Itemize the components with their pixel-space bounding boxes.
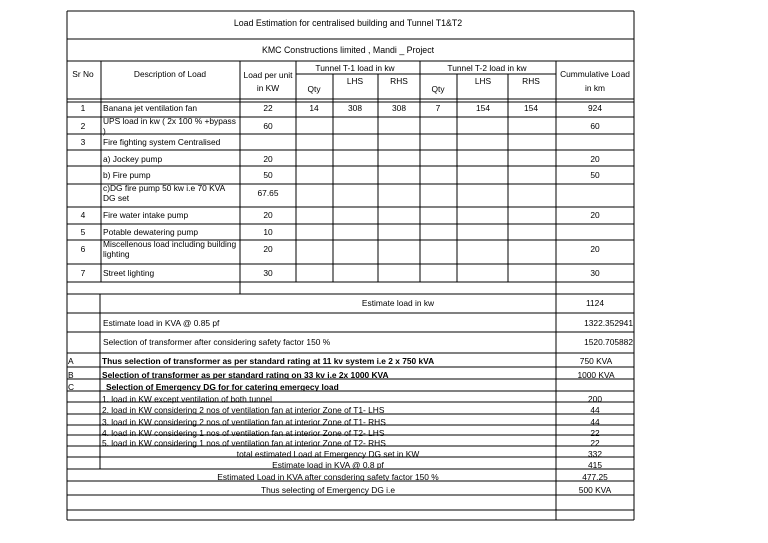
selection-value: 750 KVA: [579, 356, 613, 366]
row-sr-no: 1: [80, 103, 86, 113]
transformer-safety-label: Selection of transformer after considering safety factor 150 %: [103, 337, 331, 347]
row-description: Potable dewatering pump: [103, 227, 198, 237]
sheet-subtitle: KMC Constructions limited , Mandi _ Project: [261, 45, 435, 55]
row-load-per-unit: 50: [263, 170, 273, 180]
row-description: b) Fire pump: [103, 170, 151, 180]
col-header-description: Description of Load: [133, 69, 207, 79]
row-sr-no: 7: [80, 268, 86, 278]
col-header-t2-rhs: RHS: [522, 76, 540, 86]
row-cumulative: 50: [590, 170, 600, 180]
row-description: Street lighting: [103, 268, 155, 278]
emergency-total-value: 415: [588, 460, 602, 470]
row-description: Fire fighting system Centralised: [103, 137, 221, 147]
emergency-total-label: Estimated Load in KVA after consdering safety factor 150 %: [217, 472, 439, 482]
emergency-load-label: 5. load in KW considering 1 nos of ventilation fan at interior Zone of T2- RHS: [102, 438, 386, 448]
row-cumulative: 20: [590, 210, 600, 220]
row-t1-qty: 14: [309, 103, 319, 113]
col-header-t1-qty: Qty: [307, 84, 321, 94]
row-cumulative: 60: [590, 121, 600, 131]
col-header-t2-qty: Qty: [431, 84, 445, 94]
emergency-total-value: 332: [588, 449, 602, 459]
row-t2-rhs: 154: [524, 103, 538, 113]
row-load-per-unit: 20: [263, 154, 273, 164]
emergency-load-label: 4. load in KW considering 1 nos of ventilation fan at interior Zone of T2- LHS: [102, 428, 385, 438]
emergency-total-value: 500 KVA: [578, 485, 612, 495]
col-header-sr-no: Sr No: [72, 69, 94, 79]
row-t2-lhs: 154: [476, 103, 490, 113]
estimate-kva-label: Estimate load in KVA @ 0.85 pf: [103, 318, 220, 328]
transformer-safety-value: 1520.705882: [584, 337, 633, 347]
col-header-tunnel-t1: Tunnel T-1 load in kw: [315, 63, 395, 73]
row-t1-lhs: 308: [348, 103, 362, 113]
row-cumulative: 20: [590, 244, 600, 254]
row-sr-no: 2: [80, 121, 86, 131]
emergency-load-value: 200: [588, 394, 602, 404]
col-header-load-per-unit: Load per unit in KW: [243, 70, 293, 93]
col-header-cumulative: Cummulative Load in km: [560, 69, 630, 93]
selection-letter: A: [68, 356, 74, 366]
row-cumulative: 30: [590, 268, 600, 278]
row-description: a) Jockey pump: [103, 154, 163, 164]
row-sr-no: 3: [80, 137, 86, 147]
row-load-per-unit: 10: [263, 227, 273, 237]
selection-label: Selection of Emergency DG for for catering emergecy load: [106, 382, 339, 392]
selection-label: Selection of transformer as per standard rating on 33 kv i.e 2x 1000 KVA: [102, 370, 389, 380]
row-sr-no: 5: [80, 227, 86, 237]
estimate-kw-value: 1124: [585, 298, 605, 308]
emergency-load-value: 44: [590, 417, 600, 427]
row-cumulative: 20: [590, 154, 600, 164]
emergency-load-label: 1. load in KW except ventilation of both tunnel: [102, 394, 272, 404]
row-description: Miscellenous load including building lighting: [103, 239, 237, 259]
emergency-total-label: Estimate load in KVA @ 0.8 pf: [272, 460, 384, 470]
row-load-per-unit: 22: [263, 103, 273, 113]
row-description: c)DG fire pump 50 kw i.e 70 KVA DG set: [103, 183, 225, 203]
selection-letter: B: [68, 370, 74, 380]
estimate-kva-value: 1322.352941: [584, 318, 633, 328]
emergency-load-label: 2. load in KW considering 2 nos of ventilation fan at interior Zone of T1- LHS: [102, 405, 385, 415]
row-load-per-unit: 67.65: [257, 188, 279, 198]
row-t1-rhs: 308: [392, 103, 406, 113]
row-cumulative: 924: [588, 103, 602, 113]
selection-letter: C: [68, 382, 75, 392]
row-description: UPS load in kw ( 2x 100 % +bypass ): [103, 116, 236, 136]
row-load-per-unit: 20: [263, 244, 273, 254]
estimate-kw-label: Estimate load in kw: [361, 298, 435, 308]
sheet-title: Load Estimation for centralised building and Tunnel T1&T2: [233, 18, 463, 28]
emergency-load-value: 22: [590, 438, 600, 448]
emergency-total-label: Thus selecting of Emergency DG i.e: [260, 485, 396, 495]
row-t2-qty: 7: [435, 103, 441, 113]
row-load-per-unit: 60: [263, 121, 273, 131]
row-load-per-unit: 30: [263, 268, 273, 278]
emergency-load-value: 44: [590, 405, 600, 415]
row-sr-no: 4: [80, 210, 86, 220]
row-sr-no: 6: [80, 244, 86, 254]
row-load-per-unit: 20: [263, 210, 273, 220]
row-description: Fire water intake pump: [103, 210, 189, 220]
selection-label: Thus selection of transformer as per standard rating at 11 kv system i.e 2 x 750 kVA: [102, 356, 435, 366]
col-header-t2-lhs: LHS: [474, 76, 492, 86]
selection-value: 1000 KVA: [577, 370, 615, 380]
emergency-total-value: 477.25: [582, 472, 608, 482]
col-header-t1-lhs: LHS: [346, 76, 364, 86]
col-header-t1-rhs: RHS: [390, 76, 408, 86]
emergency-total-label: total estimated Load at Emergency DG set in KW: [236, 449, 420, 459]
emergency-load-value: 22: [590, 428, 600, 438]
emergency-load-label: 3. load in KW considering 2 nos of ventilation fan at interior Zone of T1- RHS: [102, 417, 386, 427]
col-header-tunnel-t2: Tunnel T-2 load in kw: [447, 63, 527, 73]
row-description: Banana jet ventilation fan: [103, 103, 198, 113]
